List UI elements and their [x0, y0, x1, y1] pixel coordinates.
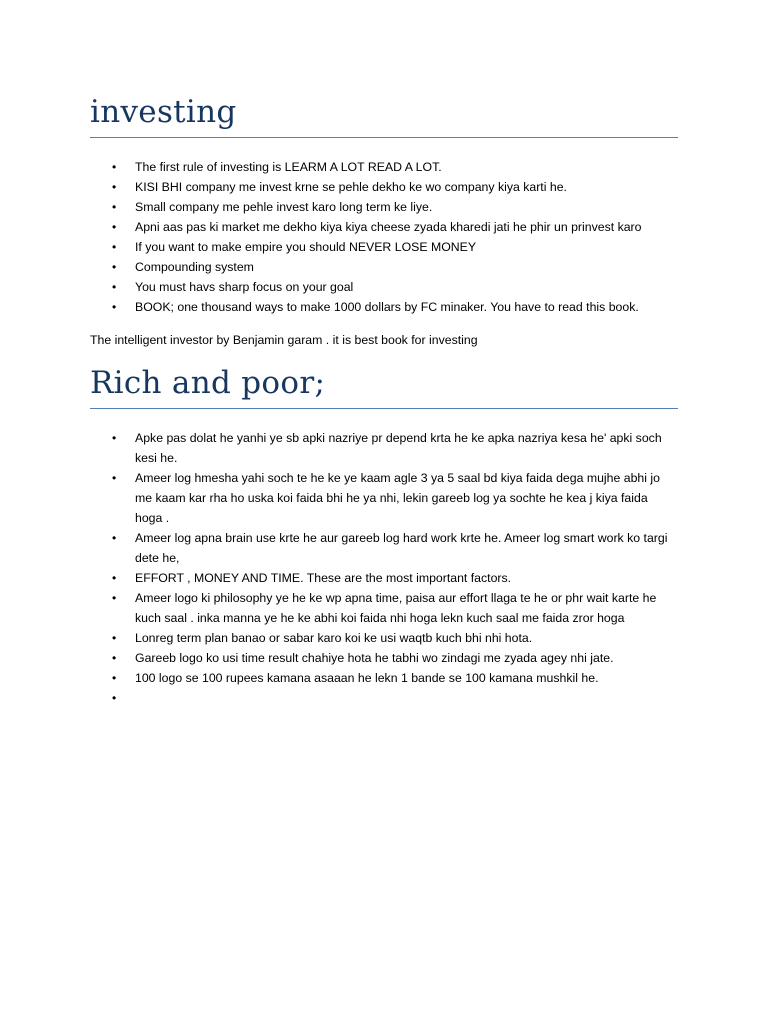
bullet-icon: • [112, 280, 117, 294]
rich-poor-bullet-list [90, 428, 678, 705]
bullet-icon: • [112, 631, 117, 645]
heading-investing: investing [90, 95, 678, 138]
list-item [90, 648, 678, 668]
list-item [90, 157, 678, 177]
list-item [90, 217, 678, 237]
list-item-text: You must havs sharp focus on your goal [135, 280, 354, 294]
list-item [90, 277, 678, 297]
heading-rich-and-poor: Rich and poor; [90, 366, 678, 409]
bullet-icon: • [112, 300, 117, 314]
bullet-icon: • [112, 200, 117, 214]
list-item [90, 568, 678, 588]
list-item [90, 177, 678, 197]
bullet-icon: • [112, 180, 117, 194]
list-item-text: KISI BHI company me invest krne se pehle dekho ke wo company kiya karti he. [135, 180, 567, 194]
list-item [90, 237, 678, 257]
list-item-text: BOOK; one thousand ways to make 1000 dollars by FC minaker. You have to read this book. [135, 300, 639, 314]
book-recommendation-paragraph: The intelligent investor by Benjamin garam . it is best book for investing [90, 333, 478, 347]
list-item [90, 468, 678, 528]
list-item [90, 197, 678, 217]
list-item [90, 588, 678, 628]
list-item-text: Ameer logo ki philosophy ye he ke wp apna time, paisa aur effort llaga te he or phr wait karte he kuch saal . inka manna ye he ke abhi koi faida nhi hoga lekn kuch saal me faida zror hoga [135, 591, 657, 625]
list-item-text: Lonreg term plan banao or sabar karo koi ke usi waqtb kuch bhi nhi hota. [135, 631, 533, 645]
list-item [90, 297, 678, 317]
list-item-text: EFFORT , MONEY AND TIME. These are the most important factors. [135, 571, 512, 585]
bullet-icon: • [112, 671, 117, 685]
list-item-text: Ameer log apna brain use krte he aur gareeb log hard work krte he. Ameer log smart work ko targi dete he, [135, 531, 668, 565]
list-item-text: If you want to make empire you should NEVER LOSE MONEY [135, 240, 477, 254]
list-item-text: Small company me pehle invest karo long term ke liye. [135, 200, 433, 214]
list-item [90, 257, 678, 277]
bullet-icon: • [112, 571, 117, 585]
list-item-text: Gareeb logo ko usi time result chahiye hota he tabhi wo zindagi me zyada agey nhi jate. [135, 651, 614, 665]
list-item-text: Compounding system [135, 260, 254, 274]
bullet-icon: • [112, 651, 117, 665]
bullet-icon: • [112, 471, 117, 485]
list-item-text: Ameer log hmesha yahi soch te he ke ye kaam agle 3 ya 5 saal bd kiya faida dega mujhe abhi jo me kaam kar rha ho uska koi faida bhi he ya nhi, lekin gareeb log ya sochte he kea j kiya faida hoga . [135, 471, 660, 525]
list-item-text: Apni aas pas ki market me dekho kiya kiya cheese zyada kharedi jati he phir un prinvest karo [135, 220, 642, 234]
list-item-text: The first rule of investing is LEARM A LOT READ A LOT. [135, 160, 442, 174]
list-item [90, 428, 678, 468]
bullet-icon: • [112, 160, 117, 174]
bullet-icon: • [112, 531, 117, 545]
list-item-text: Apke pas dolat he yanhi ye sb apki nazriye pr depend krta he ke apka nazriya kesa he' apki soch kesi he. [135, 431, 662, 465]
bullet-icon: • [112, 591, 117, 605]
bullet-icon: • [112, 691, 117, 705]
bullet-icon: • [112, 240, 117, 254]
bullet-icon: • [112, 260, 117, 274]
list-item [90, 668, 678, 688]
list-item [90, 528, 678, 568]
list-item [90, 628, 678, 648]
bullet-icon: • [112, 220, 117, 234]
investing-bullet-list [90, 157, 678, 317]
bullet-icon: • [112, 431, 117, 445]
list-item-text: 100 logo se 100 rupees kamana asaaan he lekn 1 bande se 100 kamana mushkil he. [135, 671, 599, 685]
